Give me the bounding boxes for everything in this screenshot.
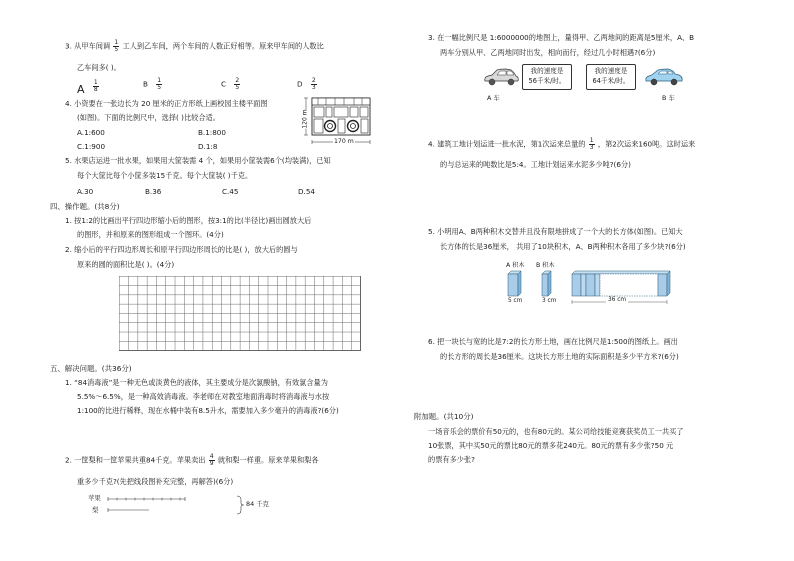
q4-option-a[interactable]: A.1:600 [77,128,105,137]
building-floor-plan [302,97,372,149]
sec5-q2-fraction: $\frac{4}{9}$ [209,453,214,467]
car-b-icon [644,66,684,91]
segment-pear-label: 梨 [92,506,99,514]
q3-option-b[interactable]: B $\frac{1}{5}$ [143,77,162,91]
sec5-q2-line2: 重多少千克?(先把线段图补充完整，再解答)(6分) [77,477,234,486]
q5-option-b[interactable]: B.36 [145,187,162,196]
q5-option-a[interactable]: A.30 [77,187,94,196]
extra-line2: 10张票，其中买50元的票比80元的票多花240元。80元的票有多少张?50 元 [428,441,674,450]
sec4-q1-line2: 的图形，并和原来的图形组成一个图环。(4分) [77,230,224,239]
q3-left-line2: 乙车间多( )。 [77,63,121,72]
car-a-icon [482,66,520,91]
q3-right-line1: 3. 在一幅比例尺是 1:6000000的地图上，量得甲、乙两地间的距离是5厘米，A、B [428,33,695,42]
sec4-q2-line1: 2. 缩小后的平行四边形周长和原平行四边形周长的比是( )，放大后的圆与 [65,245,298,254]
car-a-speech-bubble: 我的速度是 56千米/时。 [522,64,572,90]
extra-line1: 一场音乐会的票价有50元的，也有80元的。某公司给技能竞赛获奖员工一共买了 [428,427,684,436]
sec4-q1-line1: 1. 按1:2的比画出平行四边形缩小后的图形，按3:1的比(半径比)画出圆放大后 [65,216,312,225]
sec5-q2-line1: 2. 一筐梨和一筐苹果共重84千克。苹果卖出 $\frac{4}{9}$ 就和梨一样重。原来苹果和梨各 [65,453,319,467]
blocks-figure [502,262,687,312]
block-b-dim: 3 cm [542,298,557,304]
q3-left-line1: 3. 从甲车间调 $\frac{1}{5}$ 工人到乙车间，两个车间的人数正好相等。原来甲车间的人数比 [65,39,324,53]
extra-section-title: 附加题。(共10分) [414,412,474,421]
block-b-label: B 积木 [536,262,555,269]
blocks-svg [502,270,687,312]
q4-option-b[interactable]: B.1:800 [198,128,226,137]
q5-option-c[interactable]: C.45 [222,187,239,196]
segment-diagram [88,494,269,520]
q6-right-line1: 6. 把一块长与宽的比是7:2的长方形土地，画在比例尺是1:500的图纸上。画出 [428,337,678,346]
q4-right-fraction: $\frac{1}{3}$ [589,137,594,151]
q4-option-c[interactable]: C.1:900 [77,142,106,151]
block-a-dim: 5 cm [508,298,523,304]
block-a-label: A 积木 [506,262,525,269]
q5-left-line2: 每个大筐比每个小筐多装15千克。每个大筐装( )千克。 [77,171,253,180]
sec4-q2-line2: 原来的圆的面积比是( )。(4分) [77,260,175,269]
q4-option-d[interactable]: D.1:8 [198,142,218,151]
q3-option-a[interactable]: A $\frac{1}{8}$ [77,78,98,96]
car-b-speech-bubble: 我的速度是 64千米/时。 [586,64,636,90]
plan-height-label: 120 m [301,109,309,129]
segment-lines [107,494,247,520]
q4-right-line2: 的与总运来的吨数比是5:4。工地计划运来水泥多少吨?(6分) [440,160,631,169]
grid-paper[interactable] [119,276,361,351]
segment-apple-label: 苹果 [88,494,101,502]
section-5-title: 五、解决问题。(共36分) [50,364,132,373]
q6-right-line2: 的长方形的周长是36厘米。这块长方形土地的实际面积是多少平方米?(6分) [440,352,679,361]
segment-total-label: 84 千克 [246,500,269,508]
q3-option-d[interactable]: D $\frac{2}{3}$ [297,77,316,91]
q4-right-line1: 4. 建筑工地计划运进一批水泥，第1次运来总量的 $\frac{1}{3}$ ，第2次运来160吨。这时运来 [428,137,696,151]
section-4-title: 四、操作题。(共8分) [50,202,120,211]
q5-option-d[interactable]: D.54 [298,187,315,196]
sec5-q1-line2: 5.5%～6.5%，是一种高效消毒液。李老师在对教室地面消毒时将消毒液与水按 [77,392,330,401]
sec5-q1-line1: 1. “84消毒液”是一种无色或淡黄色的液体，其主要成分是次氯酸钠，有效氯含量为 [65,378,328,387]
q4-left-line1: 4. 小资要在一张边长为 20 厘米的正方形纸上画校园主楼平面图 [65,99,268,108]
q3-left-fraction: $\frac{1}{5}$ [114,39,119,53]
car-b-label: B 车 [662,94,675,102]
extra-line3: 的票有多少张? [428,455,475,464]
car-a-label: A 车 [487,94,500,102]
q4-left-line2: (如图)。下面的比例尺中，选择( )比较合适。 [77,113,220,122]
q3-option-c[interactable]: C $\frac{2}{5}$ [221,77,240,91]
plan-width-label: 170 m [334,138,354,145]
big-block-dim: 36 cm [608,297,627,303]
sec5-q1-line3: 1:100的比进行稀释，现在水桶中装有8.5升水，需要加入多少毫升的消毒液?(6分) [77,406,339,415]
q3-right-line2: 两车分别从甲、乙两地同时出发，相向而行，经过几小时相遇?(6分) [440,48,656,57]
q5-right-line2: 长方体的长是36厘米， 共用了10块积木，A、B两种积木各用了多少块?(6分) [440,242,686,251]
q5-right-line1: 5. 小明用A、B两种积木交替并且没有限地拼成了一个大的长方体(如图)。已知大 [428,227,683,236]
q5-left-line1: 5. 水果店运进一批水果，如果用大筐装需 4 个，如果用小筐装需6个(均装满)，已知 [65,156,331,165]
